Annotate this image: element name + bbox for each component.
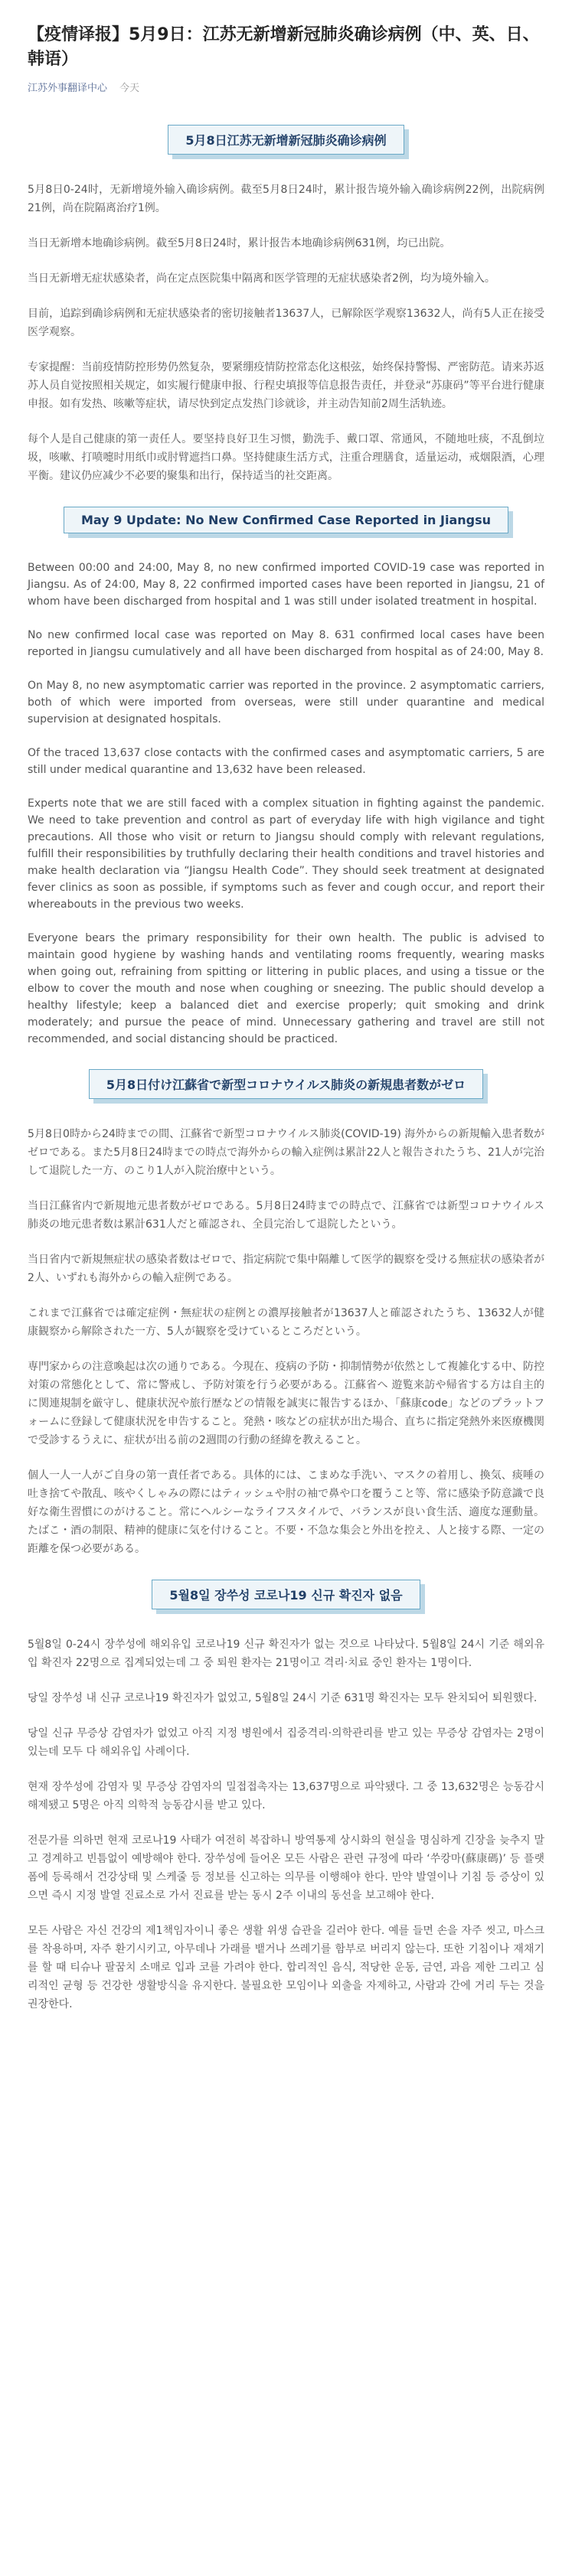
section-heading-wrap <box>28 507 544 533</box>
section-paragraph: Everyone bears the primary responsibility for their own health. The public is advised to maintain good hygiene by washing hands and ventilating rooms frequently, wearing masks when going out, refraining from spitting or littering in public places, and using a tissue or the elbow to cover the mouth and nose when coughing or sneezing. The public should develop a healthy lifestyle; keep a balanced diet and exercise properly; quit smoking and drink moderately; and pursue the peace of mind. Unnecessary gathering and travel are still not recommended, and social distancing should be practiced. <box>28 932 544 1045</box>
section-paragraph: 당일 장쑤성 내 신규 코로나19 확진자가 없었고, 5월8일 24시 기준 631명 확진자는 모두 완치되어 퇴원했다. <box>28 1692 538 1704</box>
article-meta <box>28 80 544 94</box>
section-paragraph: Between 00:00 and 24:00, May 8, no new confirmed imported COVID-19 case was reported in Jiangsu. As of 24:00, May 8, 22 confirmed imported cases have been reported in Jiangsu, 21 of whom have been discharged from hospital and 1 was still under isolated treatment in hospital. <box>28 562 544 608</box>
section-paragraph: 当日省内で新規無症状の感染者数はゼロで、指定病院で集中隔離して医学的観察を受ける無症状の感染者が2人、いずれも海外からの輸入症例である。 <box>28 1254 544 1284</box>
article-title: 【疫情译报】5月9日：江苏无新增新冠肺炎确诊病例（中、英、日、韩语） <box>28 25 540 69</box>
section-heading: 5月8日付け江蘇省で新型コロナウイルス肺炎の新規患者数がゼロ <box>89 1069 483 1099</box>
section-paragraph: 個人一人一人がご自身の第一責任者である。具体的には、こまめな手洗い、マスクの着用し、換気、痰唾の吐き捨てや散乱、咳やくしゃみの際にはティッシュや肘の袖で鼻や口を覆うこと等、常に感染予防意識で良好な衛生習慣にのがけること。常にヘルシーなライフスタイルで、バランスが良い食生活、適度な運動量。たばこ・酒の制限、精神的健康に気を付けること。不要・不急な集会と外出を控え、人と接する際、一定の距離を保つ必要がある。 <box>28 1469 544 1555</box>
section-heading: 5月8日江苏无新增新冠肺炎确诊病例 <box>168 125 404 155</box>
section-paragraph: 현재 장쑤성에 감염자 및 무증상 감염자의 밀접접촉자는 13,637명으로 파악됐다. 그 중 13,632명은 능동감시 해제됐고 5명은 아직 의학적 능동감시를 받고 있다. <box>28 1781 544 1811</box>
section-paragraph: On May 8, no new asymptomatic carrier was reported in the province. 2 asymptomatic carriers, both of which were imported from overseas, were still under quarantine and medical supervision at designated hospitals. <box>28 680 544 726</box>
section-paragraph: 当日无新增无症状感染者，尚在定点医院集中隔离和医学管理的无症状感染者2例，均为境外输入。 <box>28 272 495 285</box>
section-heading: 5월8일 장쑤성 코로나19 신규 확진자 없음 <box>152 1580 420 1609</box>
section-heading-wrap <box>28 1069 544 1099</box>
publish-date: 今天 <box>119 83 140 94</box>
language-section <box>28 1069 544 1558</box>
section-paragraph: 每个人是自己健康的第一责任人。要坚持良好卫生习惯，勤洗手、戴口罩、常通风，不随地吐痰，不乱倒垃圾，咳嗽、打喷嚏时用纸巾或肘臂遮挡口鼻。坚持健康生活方式，注重合理膳食，适量运动，戒烟限酒，心理平衡。建议仍应减少不必要的聚集和出行，保持适当的社交距离。 <box>28 433 544 482</box>
section-paragraph: Experts note that we are still faced with a complex situation in fighting against the pandemic. We need to take prevention and control as part of everyday life with high vigilance and tight precautions. All those who visit or return to Jiangsu should comply with relevant regulations, fulfill their responsibilities by truthfully declaring their health conditions and travel histories and make health declaration via “Jiangsu Health Code”. They should seek treatment at designated fever clinics as soon as possible, if symptoms such as fever and cough occur, and report their whereabouts in the previous two weeks. <box>28 797 544 911</box>
section-paragraph: 전문가를 의하면 현재 코로나19 사태가 여전히 복잡하니 방역통제 상시화의 현실을 명심하게 긴장을 늦추지 말고 경계하고 빈틈없이 예방해야 한다. 장쑤성에 들어온 모든 사람은 관련 규정에 따라 ‘쑤캉마(蘇康碼)’ 등 플랫폼에 등록해서 건강상태 및 스케줄 등 정보를 신고하는 의무를 이행해야 한다. 만약 발열이나 기침 등 증상이 있으면 즉시 지정 발열 진료소로 가서 진료를 받는 동시 2주 이내의 동선을 보고해야 한다. <box>28 1834 544 1902</box>
section-paragraph: No new confirmed local case was reported on May 8. 631 confirmed local cases have been reported in Jiangsu cumulatively and all have been discharged from hospital as of 24:00, May 8. <box>28 629 544 658</box>
section-paragraph: 5月8日0-24时，无新增境外输入确诊病例。截至5月8日24时，累计报告境外输入确诊病例22例，出院病例21例，尚在院隔离治疗1例。 <box>28 184 544 214</box>
section-paragraph: 당일 신규 무증상 감염자가 없었고 아직 지정 병원에서 집중격리·의학관리를 받고 있는 무증상 감염자는 2명이 있는데 모두 다 해외유입 사례이다. <box>28 1727 544 1758</box>
language-section <box>28 507 544 1048</box>
language-section <box>28 1580 544 2014</box>
section-heading: May 9 Update: No New Confirmed Case Reported in Jiangsu <box>64 507 508 533</box>
section-heading-wrap <box>28 125 544 155</box>
section-paragraph: これまで江蘇省では確定症例・無症状の症例との濃厚接触者が13637人と確認されたうち、13632人が健康観察から解除された一方、5人が観察を受けているところだという。 <box>28 1307 544 1338</box>
section-paragraph: 모든 사람은 자신 건강의 제1책임자이니 좋은 생활 위생 습관을 길러야 한다. 예를 들면 손을 자주 씻고, 마스크를 착용하며, 자주 환기시키고, 아무데나 가래를 뱉거나 쓰레기를 함부로 버리지 않는다. 또한 기침이나 재채기를 할 때 티슈나 팔꿈치 소매로 입과 코를 가려야 한다. 합리적인 음식, 적당한 운동, 금연, 과음 제한 그리고 심리적인 균형 등 건강한 생활방식을 유지한다. 불필요한 모임이나 외출을 자제하고, 사람과 간에 거리 두는 것을 권장한다. <box>28 1925 544 2010</box>
section-paragraph: 5月8日0時から24時までの間、江蘇省で新型コロナウイルス肺炎(COVID-19) 海外からの新規輸入患者数がゼロである。また5月8日24時までの時点で海外からの輸入症例は累計22人と報告されたうち、21人が完治して退院した一方、のこり1人が入院治療中という。 <box>28 1128 544 1177</box>
section-paragraph: 5월8일 0-24시 장쑤성에 해외유입 코로나19 신규 확진자가 없는 것으로 나타났다. 5월8일 24시 기준 해외유입 확진자 22명으로 집계되었는데 그 중 퇴원 환자는 21명이고 격리·치료 중인 환자는 1명이다. <box>28 1639 544 1669</box>
section-paragraph: Of the traced 13,637 close contacts with the confirmed cases and asymptomatic carriers, 5 are still under medical quarantine and 13,632 have been released. <box>28 747 544 776</box>
section-paragraph: 目前，追踪到确诊病例和无症状感染者的密切接触者13637人，已解除医学观察13632人，尚有5人正在接受医学观察。 <box>28 308 544 338</box>
language-section <box>28 125 544 485</box>
section-paragraph: 専門家からの注意喚起は次の通りである。今現在、疫病の予防・抑制情勢が依然として複雑化する中、防控対策の常態化として、常に警戒し、予防対策を行う必要がある。江蘇省へ 遊覧来訪や帰省する方は自主的に関連規制を厳守し、健康状況や旅行歴などの情報を誠実に報告するほか、「蘇康code」などのプラットフォームに登録して健康状況を申告すること。発熱・咳などの症状が出た場合、直ちに指定発熱外来医療機関で受診するうえに、症状が出る前の2週間の行動の経緯を教えること。 <box>28 1361 544 1446</box>
article-body <box>28 125 544 2014</box>
section-paragraph: 当日江蘇省内で新規地元患者数がゼロである。5月8日24時までの時点で、江蘇省では新型コロナウイルス肺炎の地元患者数は累計631人だと確認され、全員完治して退院したという。 <box>28 1200 544 1231</box>
section-heading-wrap <box>28 1580 544 1609</box>
account-name-link[interactable]: 江苏外事翻译中心 <box>28 83 108 94</box>
section-paragraph: 当日无新增本地确诊病例。截至5月8日24时，累计报告本地确诊病例631例，均已出院。 <box>28 237 451 249</box>
section-paragraph: 专家提醒：当前疫情防控形势仍然复杂，要紧绷疫情防控常态化这根弦，始终保持警惕、严密防范。请来苏返苏人员自觉按照相关规定，如实履行健康申报、行程史填报等信息报告责任，并登录“苏康码”等平台进行健康申报。如有发热、咳嗽等症状，请尽快到定点发热门诊就诊，并主动告知前2周生活轨迹。 <box>28 361 544 410</box>
